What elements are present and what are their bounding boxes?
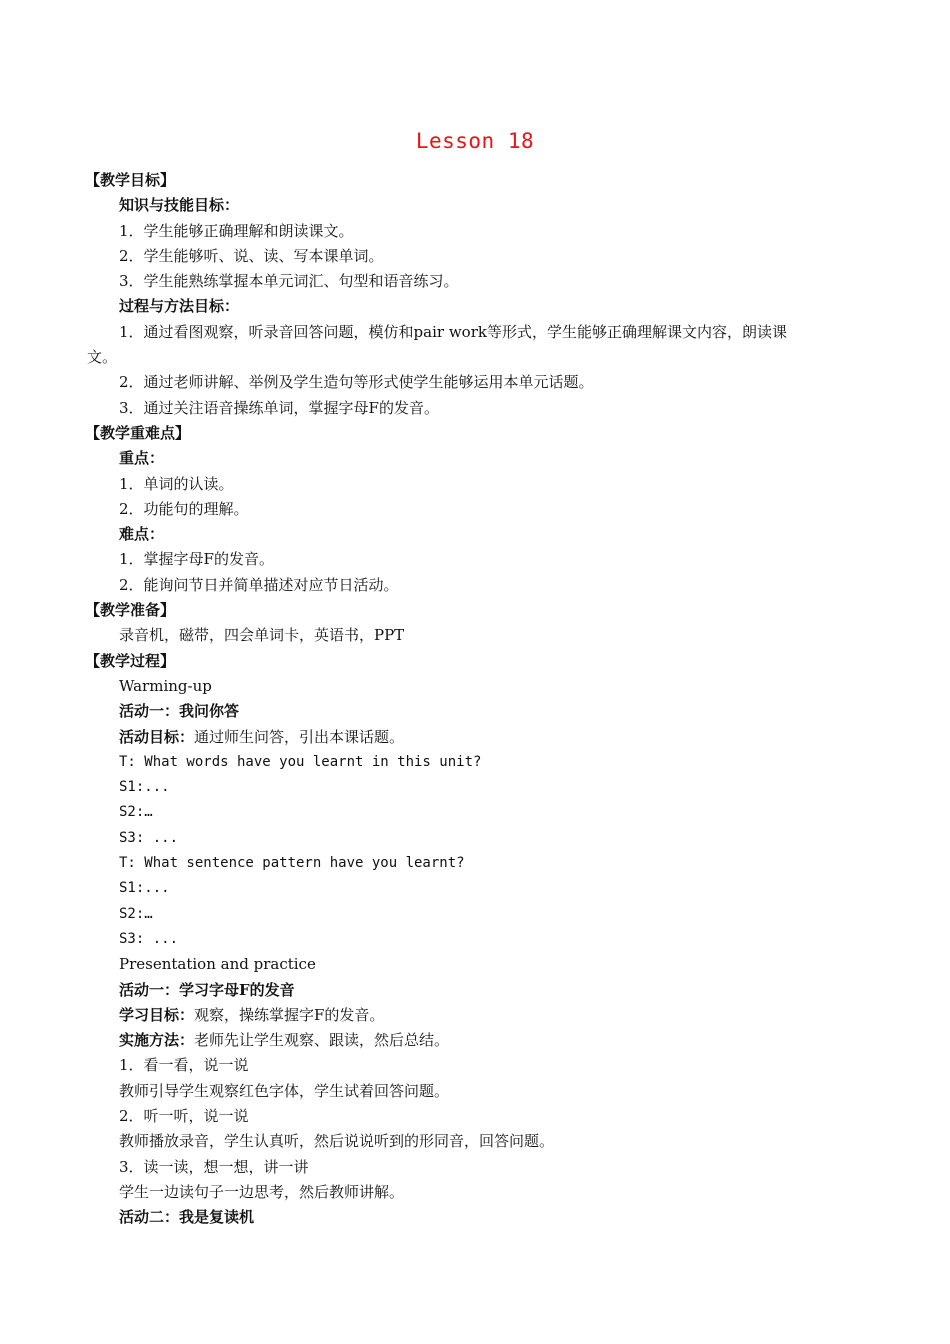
preparation-text: 录音机，磁带，四会单词卡，英语书，PPT [119, 626, 405, 645]
activity-goal-label: 活动目标： [119, 727, 195, 746]
activity-title: 活动一：我问你答 [119, 702, 240, 721]
list-item: 2．功能句的理解。 [119, 499, 249, 518]
lesson-title: Lesson 18 [415, 129, 535, 153]
step-line: 3．读一读，想一想，讲一讲 [119, 1157, 309, 1176]
subheading-difficulty: 难点： [119, 525, 165, 544]
list-item: 1．掌握字母F的发音。 [119, 550, 274, 569]
stage-presentation: Presentation and practice [119, 955, 316, 974]
dialogue-line: S1:... [119, 880, 170, 897]
list-item-continuation: 文。 [87, 348, 118, 367]
step-line: 2．听一听，说一说 [119, 1106, 249, 1125]
activity-goal-text: 通过师生问答，引出本课话题。 [194, 727, 405, 746]
dialogue-line: S2:… [119, 804, 153, 821]
stage-warming-up: Warming-up [119, 676, 212, 695]
dialogue-line: S3: ... [119, 930, 179, 947]
list-item: 2．能询问节日并简单描述对应节日活动。 [119, 575, 399, 594]
dialogue-line: T: What sentence pattern have you learnt? [119, 855, 465, 872]
activity-title: 活动二：我是复读机 [119, 1208, 255, 1227]
method-label: 实施方法： [119, 1031, 195, 1050]
list-item: 1．单词的认读。 [119, 474, 234, 493]
step-line: 1．看一看，说一说 [119, 1056, 249, 1075]
learning-goal-text: 观察，操练掌握字F的发音。 [194, 1005, 385, 1024]
activity-goal [87, 725, 877, 750]
learning-goal [87, 1003, 877, 1028]
section-heading-procedure: 【教学过程】 [85, 651, 176, 670]
dialogue-line: S1:... [119, 779, 170, 796]
step-line: 学生一边读句子一边思考，然后教师讲解。 [119, 1182, 405, 1201]
method [87, 1028, 877, 1053]
subheading-knowledge: 知识与技能目标： [119, 196, 240, 215]
step-line: 教师播放录音，学生认真听，然后说说听到的形同音，回答问题。 [119, 1132, 555, 1151]
learning-goal-label: 学习目标： [119, 1005, 195, 1024]
dialogue-line: S3: ... [119, 829, 179, 846]
section-heading-key-points: 【教学重难点】 [85, 423, 191, 442]
document-body [87, 168, 877, 1230]
section-heading-preparation: 【教学准备】 [85, 601, 176, 620]
dialogue-line: T: What words have you learnt in this unit? [119, 753, 482, 770]
list-item: 2．通过老师讲解、举例及学生造句等形式使学生能够运用本单元话题。 [119, 373, 594, 392]
list-item: 1．通过看图观察，听录音回答问题，模仿和pair work等形式，学生能够正确理解课文内容，朗读课 [119, 322, 787, 341]
step-line: 教师引导学生观察红色字体，学生试着回答问题。 [119, 1081, 450, 1100]
list-item: 3．学生能熟练掌握本单元词汇、句型和语音练习。 [119, 272, 459, 291]
list-item: 3．通过关注语音操练单词，掌握字母F的发音。 [119, 398, 439, 417]
subheading-focus: 重点： [119, 449, 165, 468]
method-text: 老师先让学生观察、跟读，然后总结。 [194, 1031, 450, 1050]
activity-title: 活动一：学习字母F的发音 [119, 980, 295, 999]
dialogue-line: S2:… [119, 905, 153, 922]
list-item: 2．学生能够听、说、读、写本课单词。 [119, 246, 384, 265]
section-heading-goals: 【教学目标】 [85, 171, 176, 189]
subheading-process: 过程与方法目标： [119, 297, 240, 316]
list-item: 1．学生能够正确理解和朗读课文。 [119, 221, 354, 240]
